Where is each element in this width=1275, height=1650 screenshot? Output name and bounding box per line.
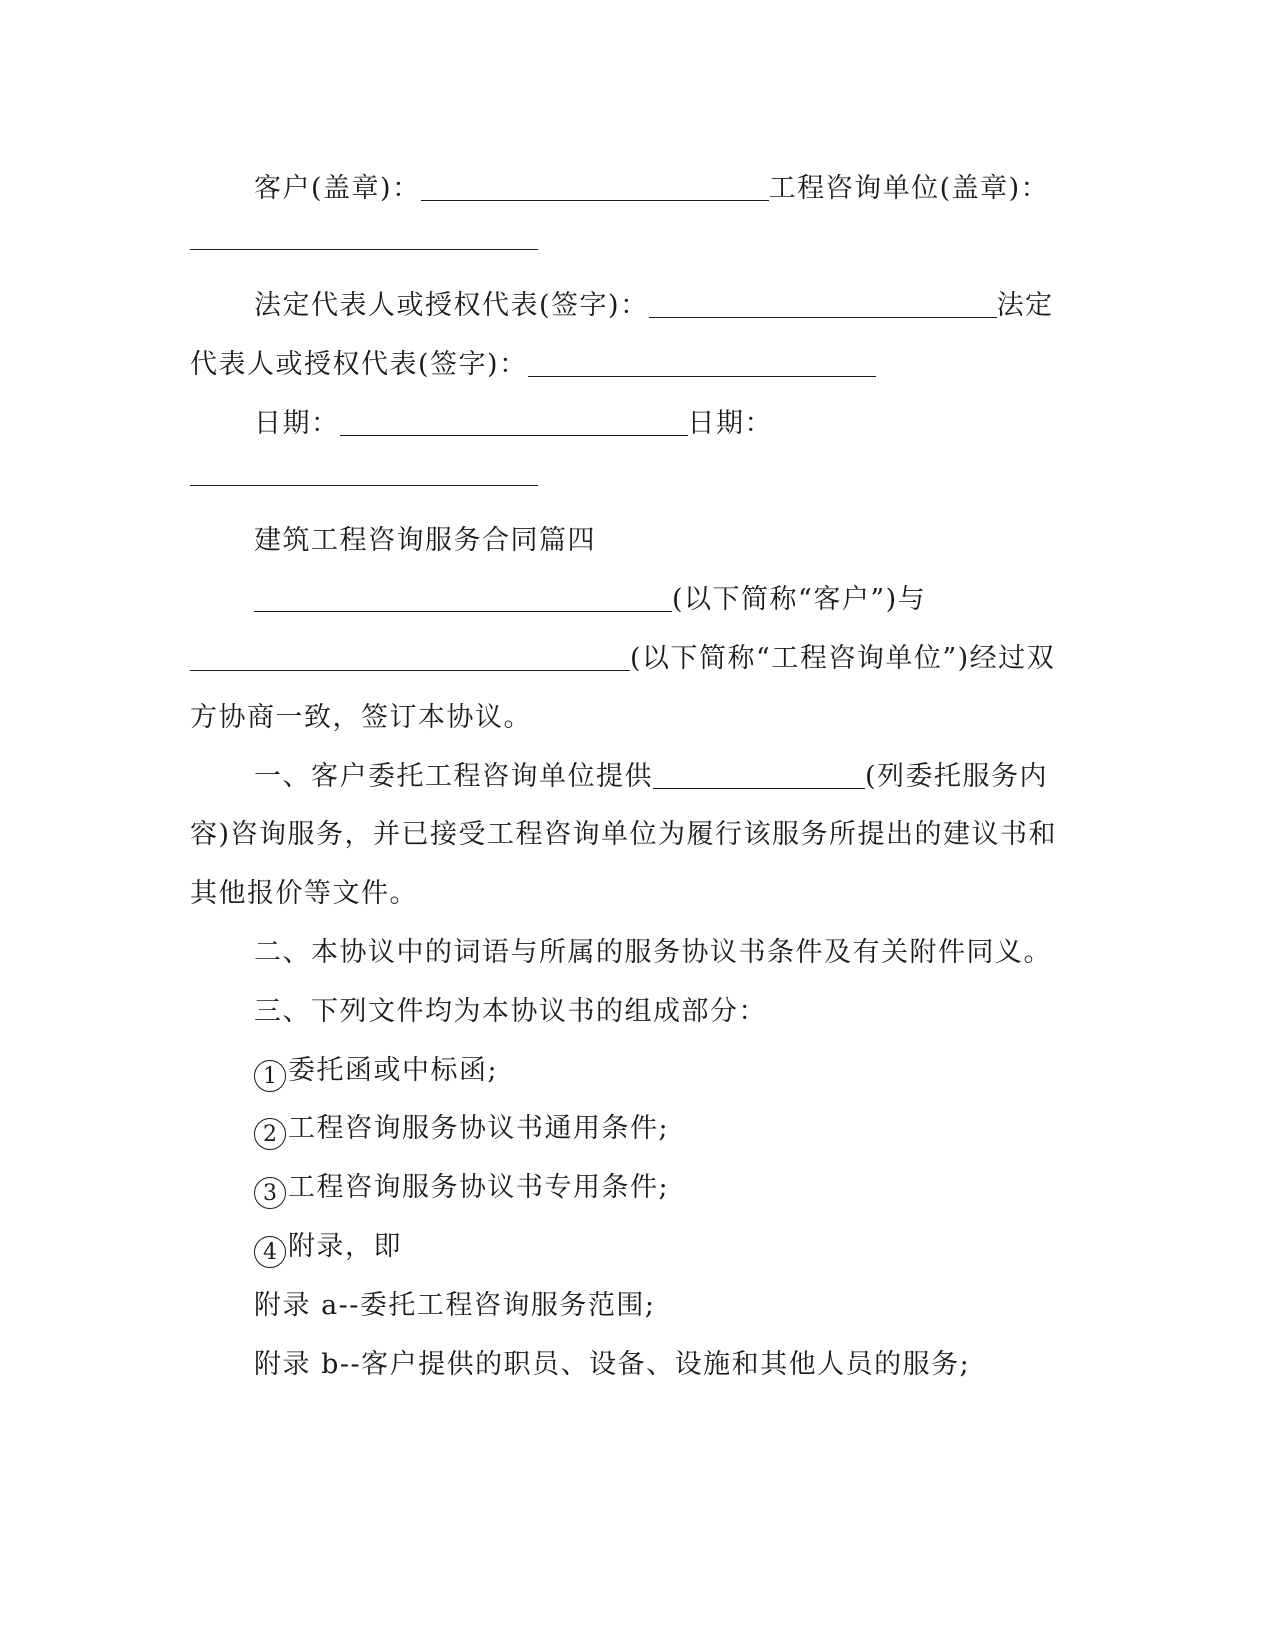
appendix-b: 附录 b--客户提供的职员、设备、设施和其他人员的服务; [254, 1349, 971, 1380]
clause-1-line-1 [254, 754, 1048, 793]
legal-rep-line-2 [190, 342, 876, 381]
intro-2-text: (以下简称“工程咨询单位”)经过双 [630, 643, 1056, 674]
clause-1-line-2: 容)咨询服务，并已接受工程咨询单位为履行该服务所提出的建议书和 [190, 819, 1058, 850]
clause-1-a: 一、客户委托工程咨询单位提供 [254, 761, 653, 792]
intro-line-3: 方协商一致，签订本协议。 [190, 702, 532, 733]
list-item [254, 1106, 669, 1150]
client-name-blank[interactable] [254, 581, 672, 612]
section-title: 建筑工程咨询服务合同篇四 [254, 525, 596, 556]
legal-rep-b-label-end: 代表人或授权代表(签字)： [190, 349, 528, 380]
list-item-text: 附录，即 [288, 1231, 402, 1262]
date-line [254, 401, 773, 440]
clause-2: 二、本协议中的词语与所属的服务协议书条件及有关附件同义。 [254, 937, 1052, 968]
date-a-blank[interactable] [340, 405, 688, 436]
client-seal-line [254, 166, 1049, 205]
legal-rep-line-1 [254, 283, 1054, 322]
list-item-text: 工程咨询服务协议书专用条件; [288, 1172, 670, 1203]
intro-line-2 [190, 636, 1055, 675]
legal-rep-a-label: 法定代表人或授权代表(签字)： [254, 290, 649, 321]
clause-1-line-3: 其他报价等文件。 [190, 878, 418, 909]
clause-1-b: (列委托服务内 [865, 761, 1049, 792]
circled-number-2: 2 [254, 1118, 286, 1150]
legal-rep-a-blank[interactable] [649, 287, 997, 318]
legal-rep-b-label-start: 法定 [996, 290, 1054, 321]
circled-number-1: 1 [254, 1060, 286, 1092]
clause-3: 三、下列文件均为本协议书的组成部分： [254, 996, 767, 1027]
legal-rep-b-blank[interactable] [528, 346, 876, 377]
intro-1-text: (以下简称“客户”)与 [672, 584, 927, 615]
list-item [254, 1048, 498, 1092]
appendix-a: 附录 a--委托工程咨询服务范围; [254, 1290, 656, 1321]
consultant-name-blank[interactable] [190, 640, 630, 671]
client-seal-label: 客户(盖章)： [254, 173, 421, 204]
date-b-label: 日期： [687, 408, 773, 439]
list-item [254, 1224, 402, 1268]
date-b-blank[interactable] [190, 485, 538, 486]
circled-number-4: 4 [254, 1236, 286, 1268]
service-content-blank[interactable] [653, 758, 865, 789]
list-item [254, 1165, 669, 1209]
circled-number-3: 3 [254, 1177, 286, 1209]
client-seal-blank[interactable] [421, 170, 769, 201]
consultant-seal-blank[interactable] [190, 249, 538, 250]
list-item-text: 工程咨询服务协议书通用条件; [288, 1113, 670, 1144]
consultant-seal-label: 工程咨询单位(盖章)： [768, 173, 1050, 204]
date-a-label: 日期： [254, 408, 340, 439]
list-item-text: 委托函或中标函; [288, 1055, 499, 1086]
intro-line-1 [254, 577, 926, 616]
